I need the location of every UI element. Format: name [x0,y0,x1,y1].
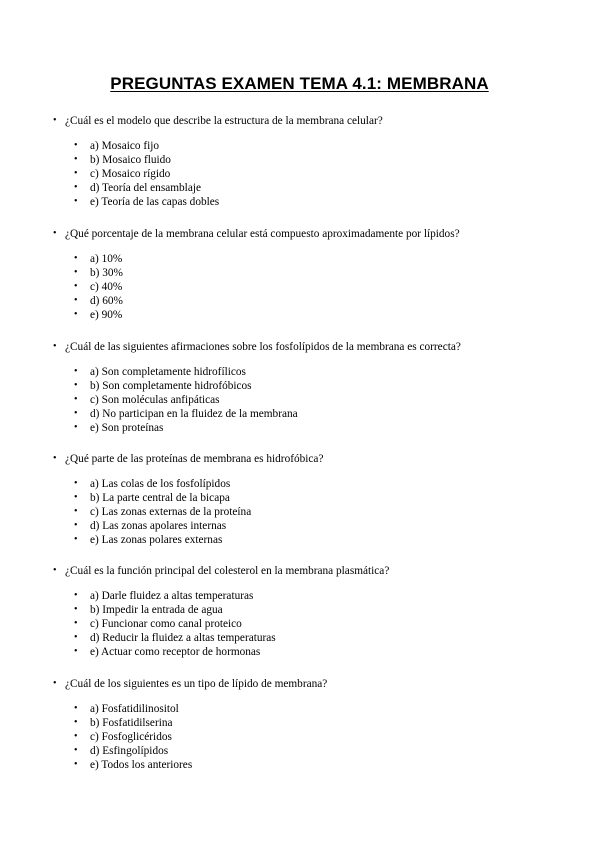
option-text: c) Son moléculas anfipáticas [90,394,220,406]
bullet-icon: • [74,394,78,405]
bullet-icon: • [74,281,78,292]
bullet-icon: • [53,341,57,352]
bullet-icon: • [74,309,78,320]
option-text: b) Son completamente hidrofóbicos [90,380,252,392]
bullet-icon: • [74,717,78,728]
bullet-icon: • [74,478,78,489]
option-text: a) 10% [90,253,123,265]
option-text: a) Fosfatidilinositol [90,703,179,715]
bullet-icon: • [74,590,78,601]
bullet-icon: • [74,506,78,517]
bullet-icon: • [74,267,78,278]
option-text: d) Reducir la fluidez a altas temperaturas [90,632,276,644]
option-text: b) Mosaico fluido [90,154,171,166]
bullet-icon: • [74,295,78,306]
bullet-icon: • [74,366,78,377]
option-text: c) Las zonas externas de la proteína [90,506,252,518]
option-text: d) 60% [90,295,123,307]
option-text: b) Fosfatidilserina [90,717,173,729]
bullet-icon: • [74,604,78,615]
option-text: a) Son completamente hidrofílicos [90,366,246,378]
option-text: e) Las zonas polares externas [90,534,223,546]
option-text: e) Teoría de las capas dobles [90,196,220,208]
bullet-icon: • [74,731,78,742]
option-text: e) Son proteínas [90,422,164,434]
option-text: d) No participan en la fluidez de la membrana [90,408,298,420]
option-text: c) Funcionar como canal proteico [90,618,242,630]
option-text: a) Darle fluidez a altas temperaturas [90,590,254,602]
page-title: PREGUNTAS EXAMEN TEMA 4.1: MEMBRANA [110,74,489,93]
option-text: d) Las zonas apolares internas [90,520,227,532]
bullet-icon: • [53,453,57,464]
question-text: ¿Cuál es la función principal del colesterol en la membrana plasmática? [65,565,390,577]
option-text: b) 30% [90,267,123,279]
option-text: e) Actuar como receptor de hormonas [90,646,261,658]
option-text: e) Todos los anteriores [90,759,193,771]
question-text: ¿Cuál es el modelo que describe la estructura de la membrana celular? [65,115,383,127]
question-text: ¿Cuál de las siguientes afirmaciones sobre los fosfolípidos de la membrana es correcta? [65,341,461,353]
option-text: b) La parte central de la bicapa [90,492,230,504]
bullet-icon: • [53,565,57,576]
option-text: c) Mosaico rígido [90,168,171,180]
bullet-icon: • [74,520,78,531]
bullet-icon: • [74,168,78,179]
bullet-icon: • [74,646,78,657]
bullet-icon: • [74,759,78,770]
bullet-icon: • [74,492,78,503]
bullet-icon: • [74,154,78,165]
question-text: ¿Cuál de los siguientes es un tipo de lípido de membrana? [65,678,328,690]
bullet-icon: • [74,422,78,433]
bullet-icon: • [53,678,57,689]
bullet-icon: • [74,408,78,419]
bullet-icon: • [74,380,78,391]
bullet-icon: • [74,618,78,629]
option-text: a) Las colas de los fosfolípidos [90,478,231,490]
option-text: d) Teoría del ensamblaje [90,182,201,194]
bullet-icon: • [74,182,78,193]
bullet-icon: • [74,745,78,756]
bullet-icon: • [74,253,78,264]
bullet-icon: • [74,703,78,714]
bullet-icon: • [53,115,57,126]
bullet-icon: • [53,228,57,239]
bullet-icon: • [74,196,78,207]
bullet-icon: • [74,140,78,151]
question-text: ¿Qué porcentaje de la membrana celular está compuesto aproximadamente por lípidos? [65,228,460,240]
option-text: c) 40% [90,281,123,293]
bullet-icon: • [74,534,78,545]
option-text: b) Impedir la entrada de agua [90,604,223,616]
option-text: a) Mosaico fijo [90,140,160,152]
option-text: d) Esfingolípidos [90,745,169,757]
bullet-icon: • [74,632,78,643]
question-text: ¿Qué parte de las proteínas de membrana es hidrofóbica? [65,453,324,465]
option-text: e) 90% [90,309,123,321]
option-text: c) Fosfoglicéridos [90,731,172,743]
